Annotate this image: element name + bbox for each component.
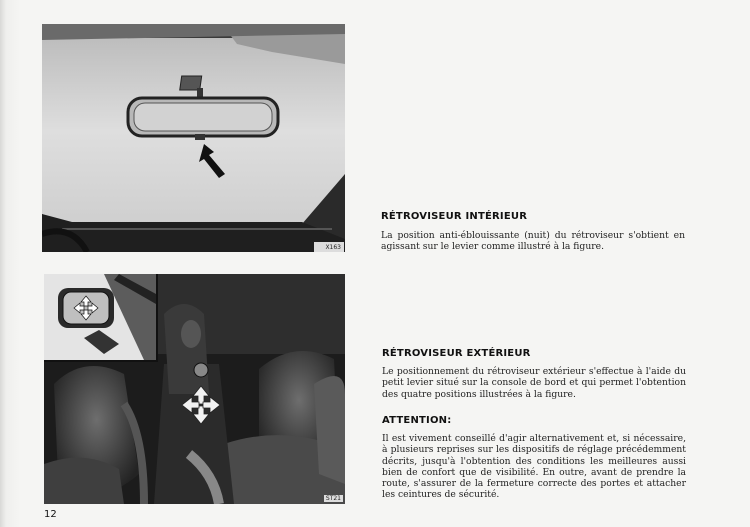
exterior-mirror-heading: RÉTROVISEUR EXTÉRIEUR — [382, 348, 531, 359]
figure-code-interior: X163 — [325, 244, 341, 251]
attention-text: Il est vivement conseillé d'agir alternativement et, si nécessaire, à plusieurs reprises sur les dispositifs de réglage précédemment décrits, jusqu'à l'obtention des conditions les meilleures aussi bien de confort que de visibilité. En outre, avant de prendre la route, s'assurer de la fermeture correcte des portes et attacher les ceintures de sécurité. — [382, 433, 686, 501]
mirror-inset — [44, 274, 158, 362]
interior-mirror-figure — [42, 24, 345, 252]
interior-mirror-illustration — [42, 24, 345, 252]
figure-code-exterior: ST21 — [325, 495, 341, 502]
page-number: 12 — [44, 509, 57, 520]
attention-heading: ATTENTION: — [382, 415, 452, 426]
interior-mirror-text: La position anti-éblouissante (nuit) du rétroviseur s'obtient en agissant sur le levier comme illustré à la figure. — [381, 230, 685, 253]
exterior-mirror-figure — [44, 274, 345, 504]
interior-mirror-heading: RÉTROVISEUR INTÉRIEUR — [381, 211, 528, 222]
mirror-inset-illustration — [44, 274, 156, 360]
exterior-mirror-text: Le positionnement du rétroviseur extérieur s'effectue à l'aide du petit levier situé sur la console de bord et qui permet l'obtention des quatre positions illustrées à la figure. — [382, 366, 686, 400]
